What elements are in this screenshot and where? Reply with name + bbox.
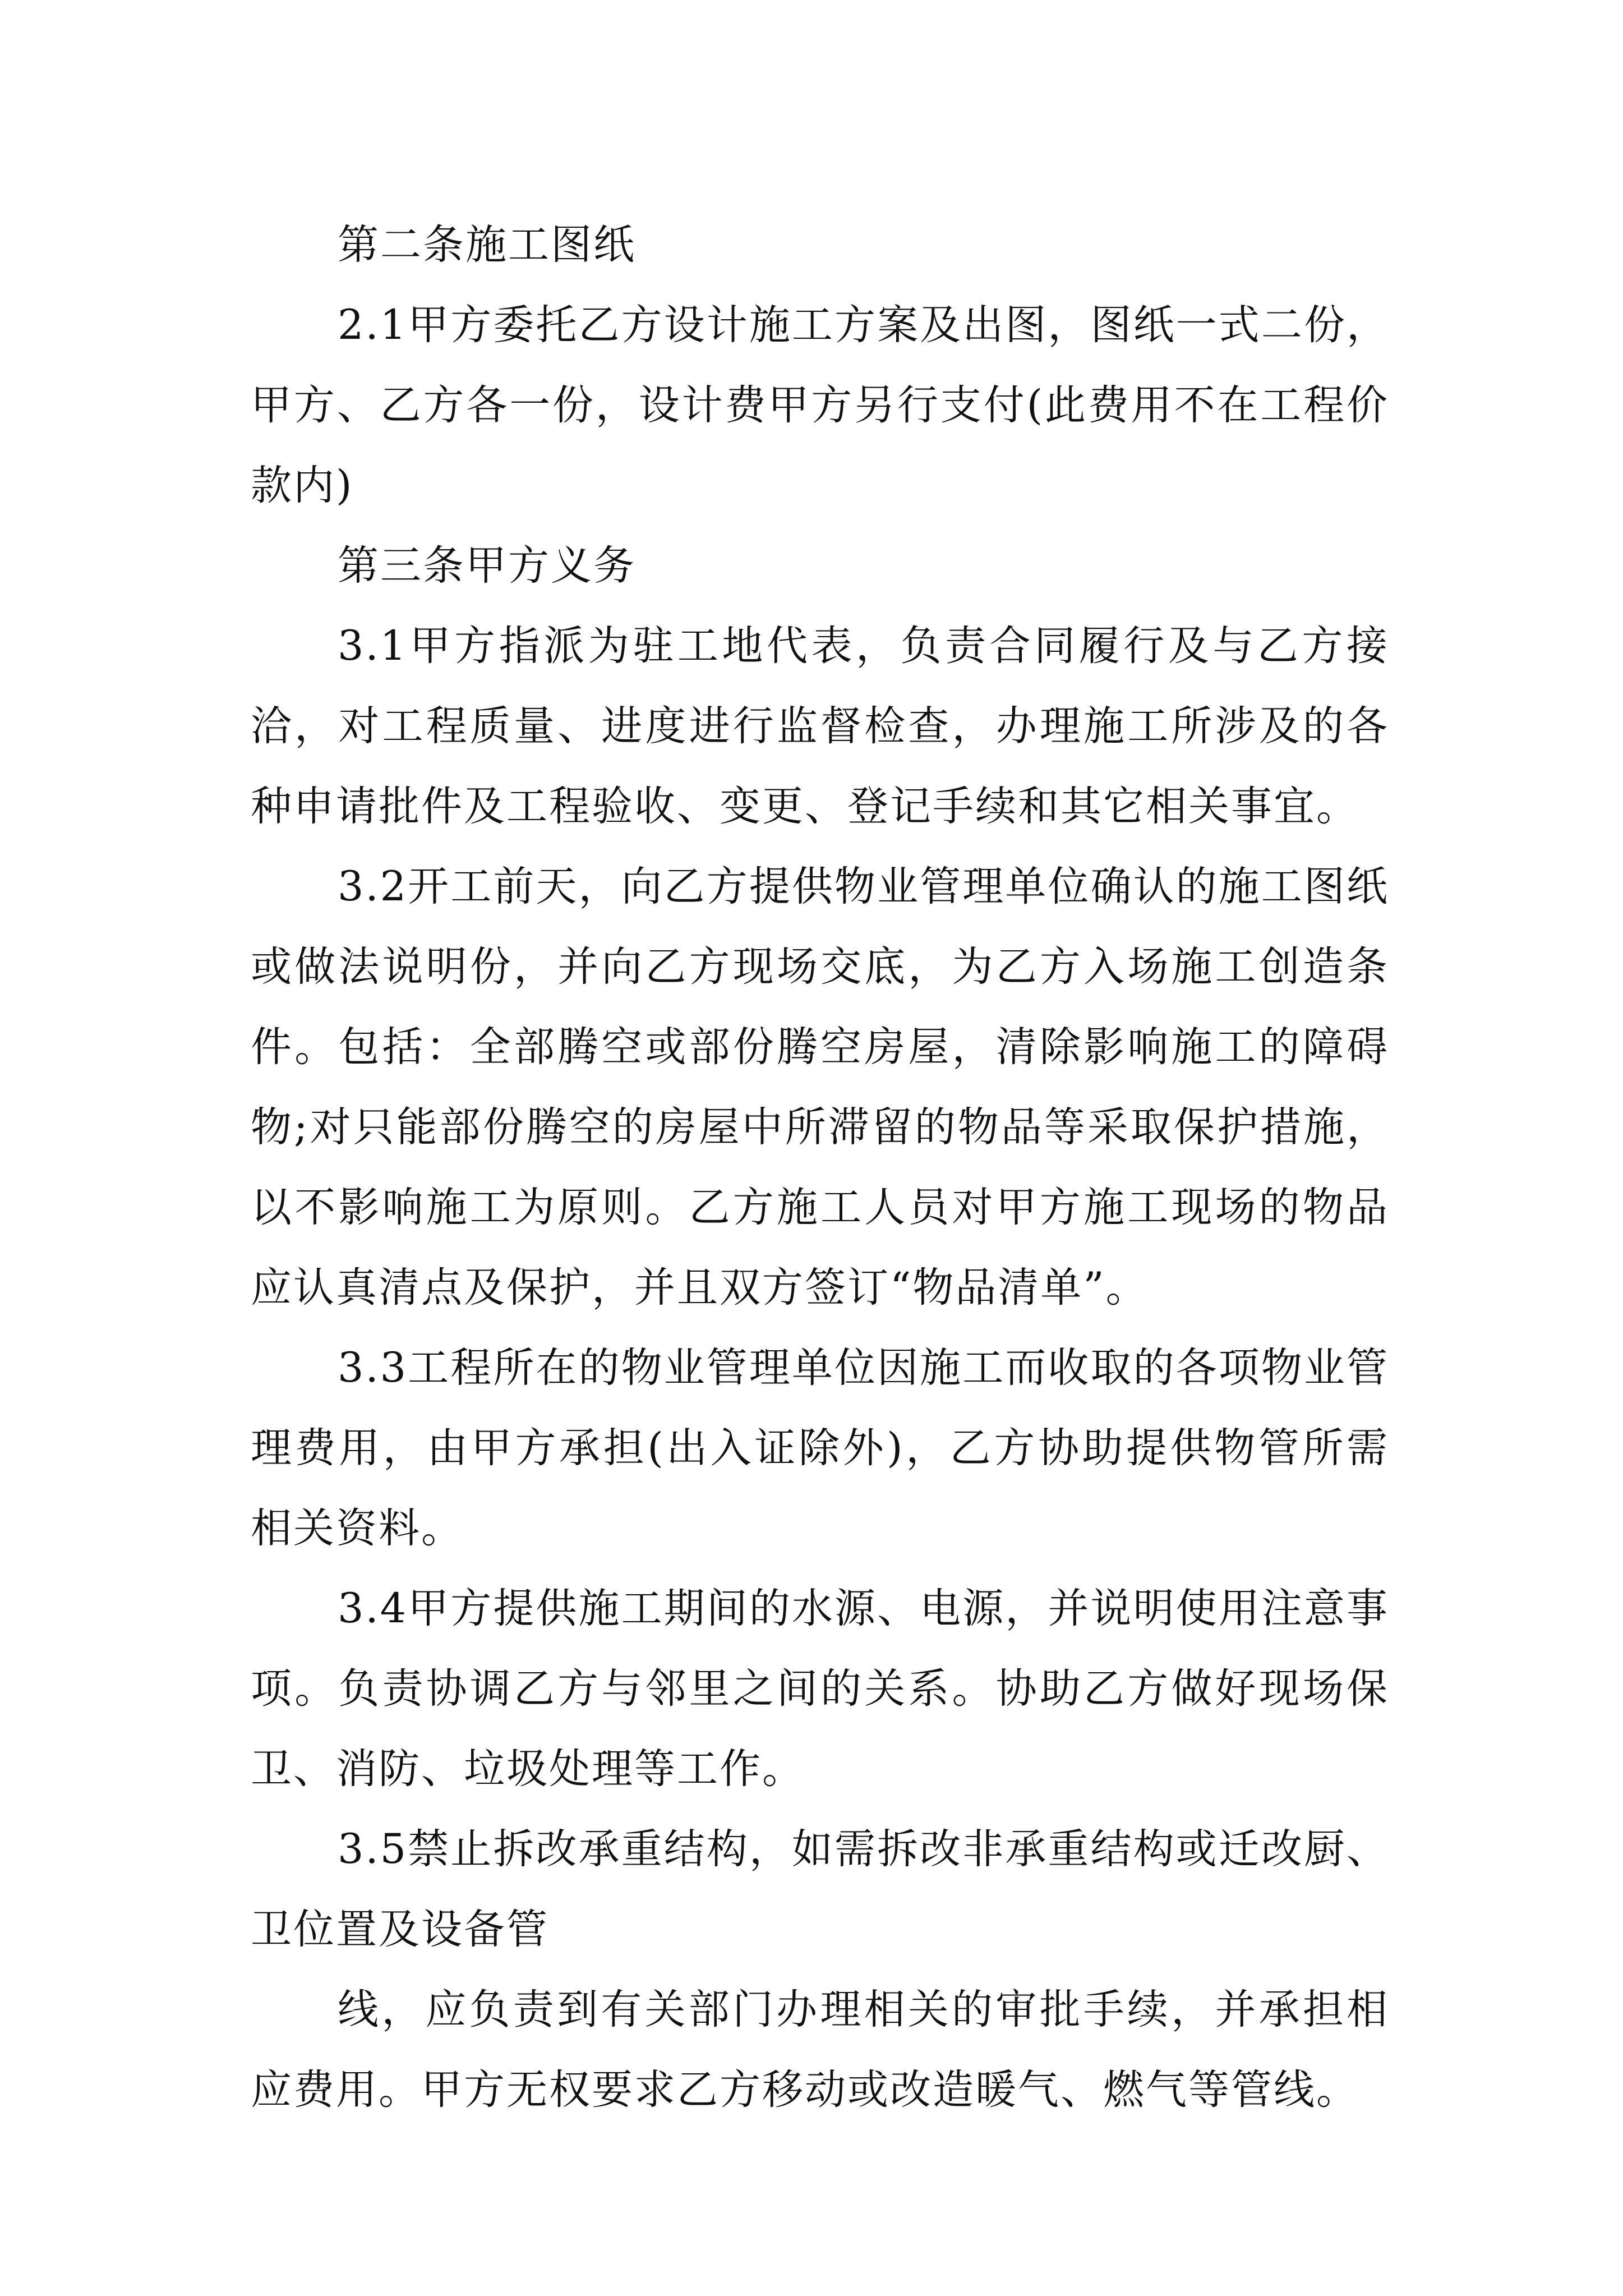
clause-3-1: 3.1甲方指派为驻工地代表，负责合同履行及与乙方接洽，对工程质量、进度进行监督检查，办理施工所涉及的各种申请批件及工程验收、变更、登记手续和其它相关事宜。 (251, 622, 1389, 830)
clause-3-5: 3.5禁止拆改承重结构，如需拆改非承重结构或迁改厨、卫位置及设备管 (251, 1825, 1389, 1953)
section-heading-construction-drawings: 第二条施工图纸 (338, 221, 636, 269)
clause-3-3: 3.3工程所在的物业管理单位因施工而收取的各项物业管理费用，由甲方承担(出入证除外)，乙方协助提供物管所需相关资料。 (251, 1344, 1389, 1552)
clause-3-5-continued: 线，应负责到有关部门办理相关的审批手续，并承担相应费用。甲方无权要求乙方移动或改造暖气、燃气等管线。 (251, 1986, 1389, 2114)
section-heading-party-a-obligations: 第三条甲方义务 (338, 542, 636, 590)
clause-3-2: 3.2开工前天，向乙方提供物业管理单位确认的施工图纸或做法说明份，并向乙方现场交底，为乙方入场施工创造条件。包括：全部腾空或部份腾空房屋，清除影响施工的障碍物;对只能部份腾空的房屋中所滞留的物品等采取保护措施，以不影响施工为原则。乙方施工人员对甲方施工现场的物品应认真清点及保护，并且双方签订“物品清单”。 (251, 863, 1389, 1312)
clause-3-4: 3.4甲方提供施工期间的水源、电源，并说明使用注意事项。负责协调乙方与邻里之间的关系。协助乙方做好现场保卫、消防、垃圾处理等工作。 (251, 1585, 1389, 1793)
clause-2-1: 2.1甲方委托乙方设计施工方案及出图，图纸一式二份，甲方、乙方各一份，设计费甲方另行支付(此费用不在工程价款内) (251, 301, 1389, 509)
contract-text (251, 205, 1389, 2130)
